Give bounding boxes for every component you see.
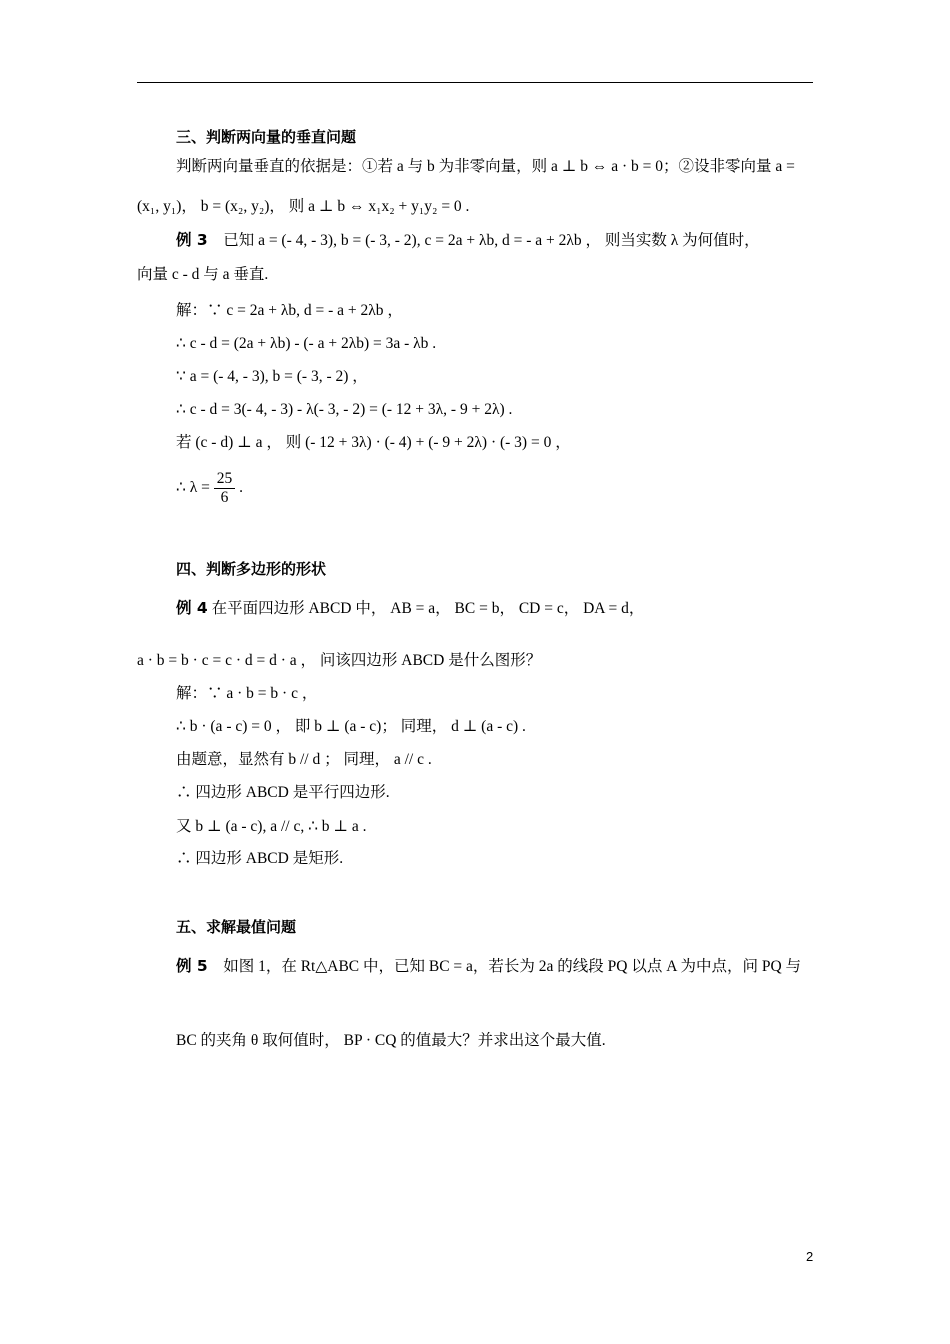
sec4-solution-line-2: ∴ b · (a - c) = 0 ， 即 b ⊥ (a - c)； 同理， d ⊥ (a - c) . bbox=[176, 718, 526, 735]
example-4-text-line-2: a · b = b · c = c · d = d · a ， 问该四边形 ABCD 是什么图形？ bbox=[137, 652, 542, 669]
sec4-solution-line-3: 由题意，显然有 b // d ； 同理， a // c . bbox=[176, 751, 432, 768]
lambda-equals: ∴ λ = bbox=[176, 479, 210, 496]
sec3-solution-line-6 bbox=[176, 468, 243, 508]
sec4-solution-line-5: 又 b ⊥ (a - c), a // c, ∴ b ⊥ a . bbox=[176, 818, 367, 835]
fraction-period: . bbox=[239, 479, 243, 496]
section-4-title: 四、判断多边形的形状 bbox=[176, 560, 327, 578]
sec3-solution-line-2: ∴ c - d = (2a + λb) - (- a + 2λb) = 3a - λb . bbox=[176, 335, 437, 352]
page-number: 2 bbox=[806, 1249, 814, 1264]
sec3-solution-line-4: ∴ c - d = 3(- 4, - 3) - λ(- 3, - 2) = (- 12 + 3λ, - 9 + 2λ) . bbox=[176, 401, 513, 418]
example-4-label: 例 4 bbox=[176, 599, 208, 617]
example-3-text-line-2: 向量 c - d 与 a 垂直. bbox=[137, 266, 269, 283]
sec3-paragraph-line-1: 判断两向量垂直的依据是：①若 a 与 b 为非零向量，则 a ⊥ b ⇔ a · b = 0；②设非零向量 a = bbox=[176, 158, 795, 175]
example-5-text-line-2: BC 的夹角 θ 取何值时， BP · CQ 的值最大？并求出这个最大值. bbox=[176, 1032, 606, 1049]
sec3-solution-line-5: 若 (c - d) ⊥ a ， 则 (- 12 + 3λ) · (- 4) + (- 9 + 2λ) · (- 3) = 0 ， bbox=[176, 434, 571, 451]
sec4-solution-line-4: ∴ 四边形 ABCD 是平行四边形. bbox=[176, 784, 390, 801]
example-3 bbox=[176, 229, 760, 252]
sec3-solution-line-1: 解：∵ c = 2a + λb, d = - a + 2λb ， bbox=[176, 302, 403, 319]
sec3-paragraph-line-2: (x₁, y₁)， b = (x₂, y₂)， 则 a ⊥ b ⇔ x₁x₂ + y₁y₂ = 0 . bbox=[137, 198, 470, 215]
example-5-text: 如图 1，在 Rt△ABC 中，已知 BC = a，若长为 2a 的线段 PQ 以点 A 为中点，问 PQ 与 bbox=[223, 958, 802, 975]
fraction-denominator: 6 bbox=[220, 488, 229, 506]
example-5-label: 例 5 bbox=[176, 957, 208, 975]
header-rule bbox=[137, 82, 813, 83]
fraction-numerator: 25 bbox=[214, 470, 236, 489]
lambda-fraction bbox=[214, 470, 236, 507]
example-4 bbox=[176, 597, 644, 620]
section-3-title: 三、判断两向量的垂直问题 bbox=[176, 128, 357, 146]
example-4-text: 在平面四边形 ABCD 中， AB = a， BC = b， CD = c， DA = d， bbox=[211, 600, 645, 617]
sec4-solution-line-1: 解：∵ a · b = b · c ， bbox=[176, 685, 318, 702]
example-5 bbox=[176, 955, 801, 978]
sec4-solution-line-6: ∴ 四边形 ABCD 是矩形. bbox=[176, 850, 344, 867]
sec3-solution-line-3: ∵ a = (- 4, - 3), b = (- 3, - 2) ， bbox=[176, 368, 368, 385]
example-3-label: 例 3 bbox=[176, 231, 208, 249]
section-5-title: 五、求解最值问题 bbox=[176, 918, 297, 936]
example-3-text: 已知 a = (- 4, - 3), b = (- 3, - 2), c = 2a + λb, d = - a + 2λb ， 则当实数 λ 为何值时， bbox=[223, 232, 760, 249]
